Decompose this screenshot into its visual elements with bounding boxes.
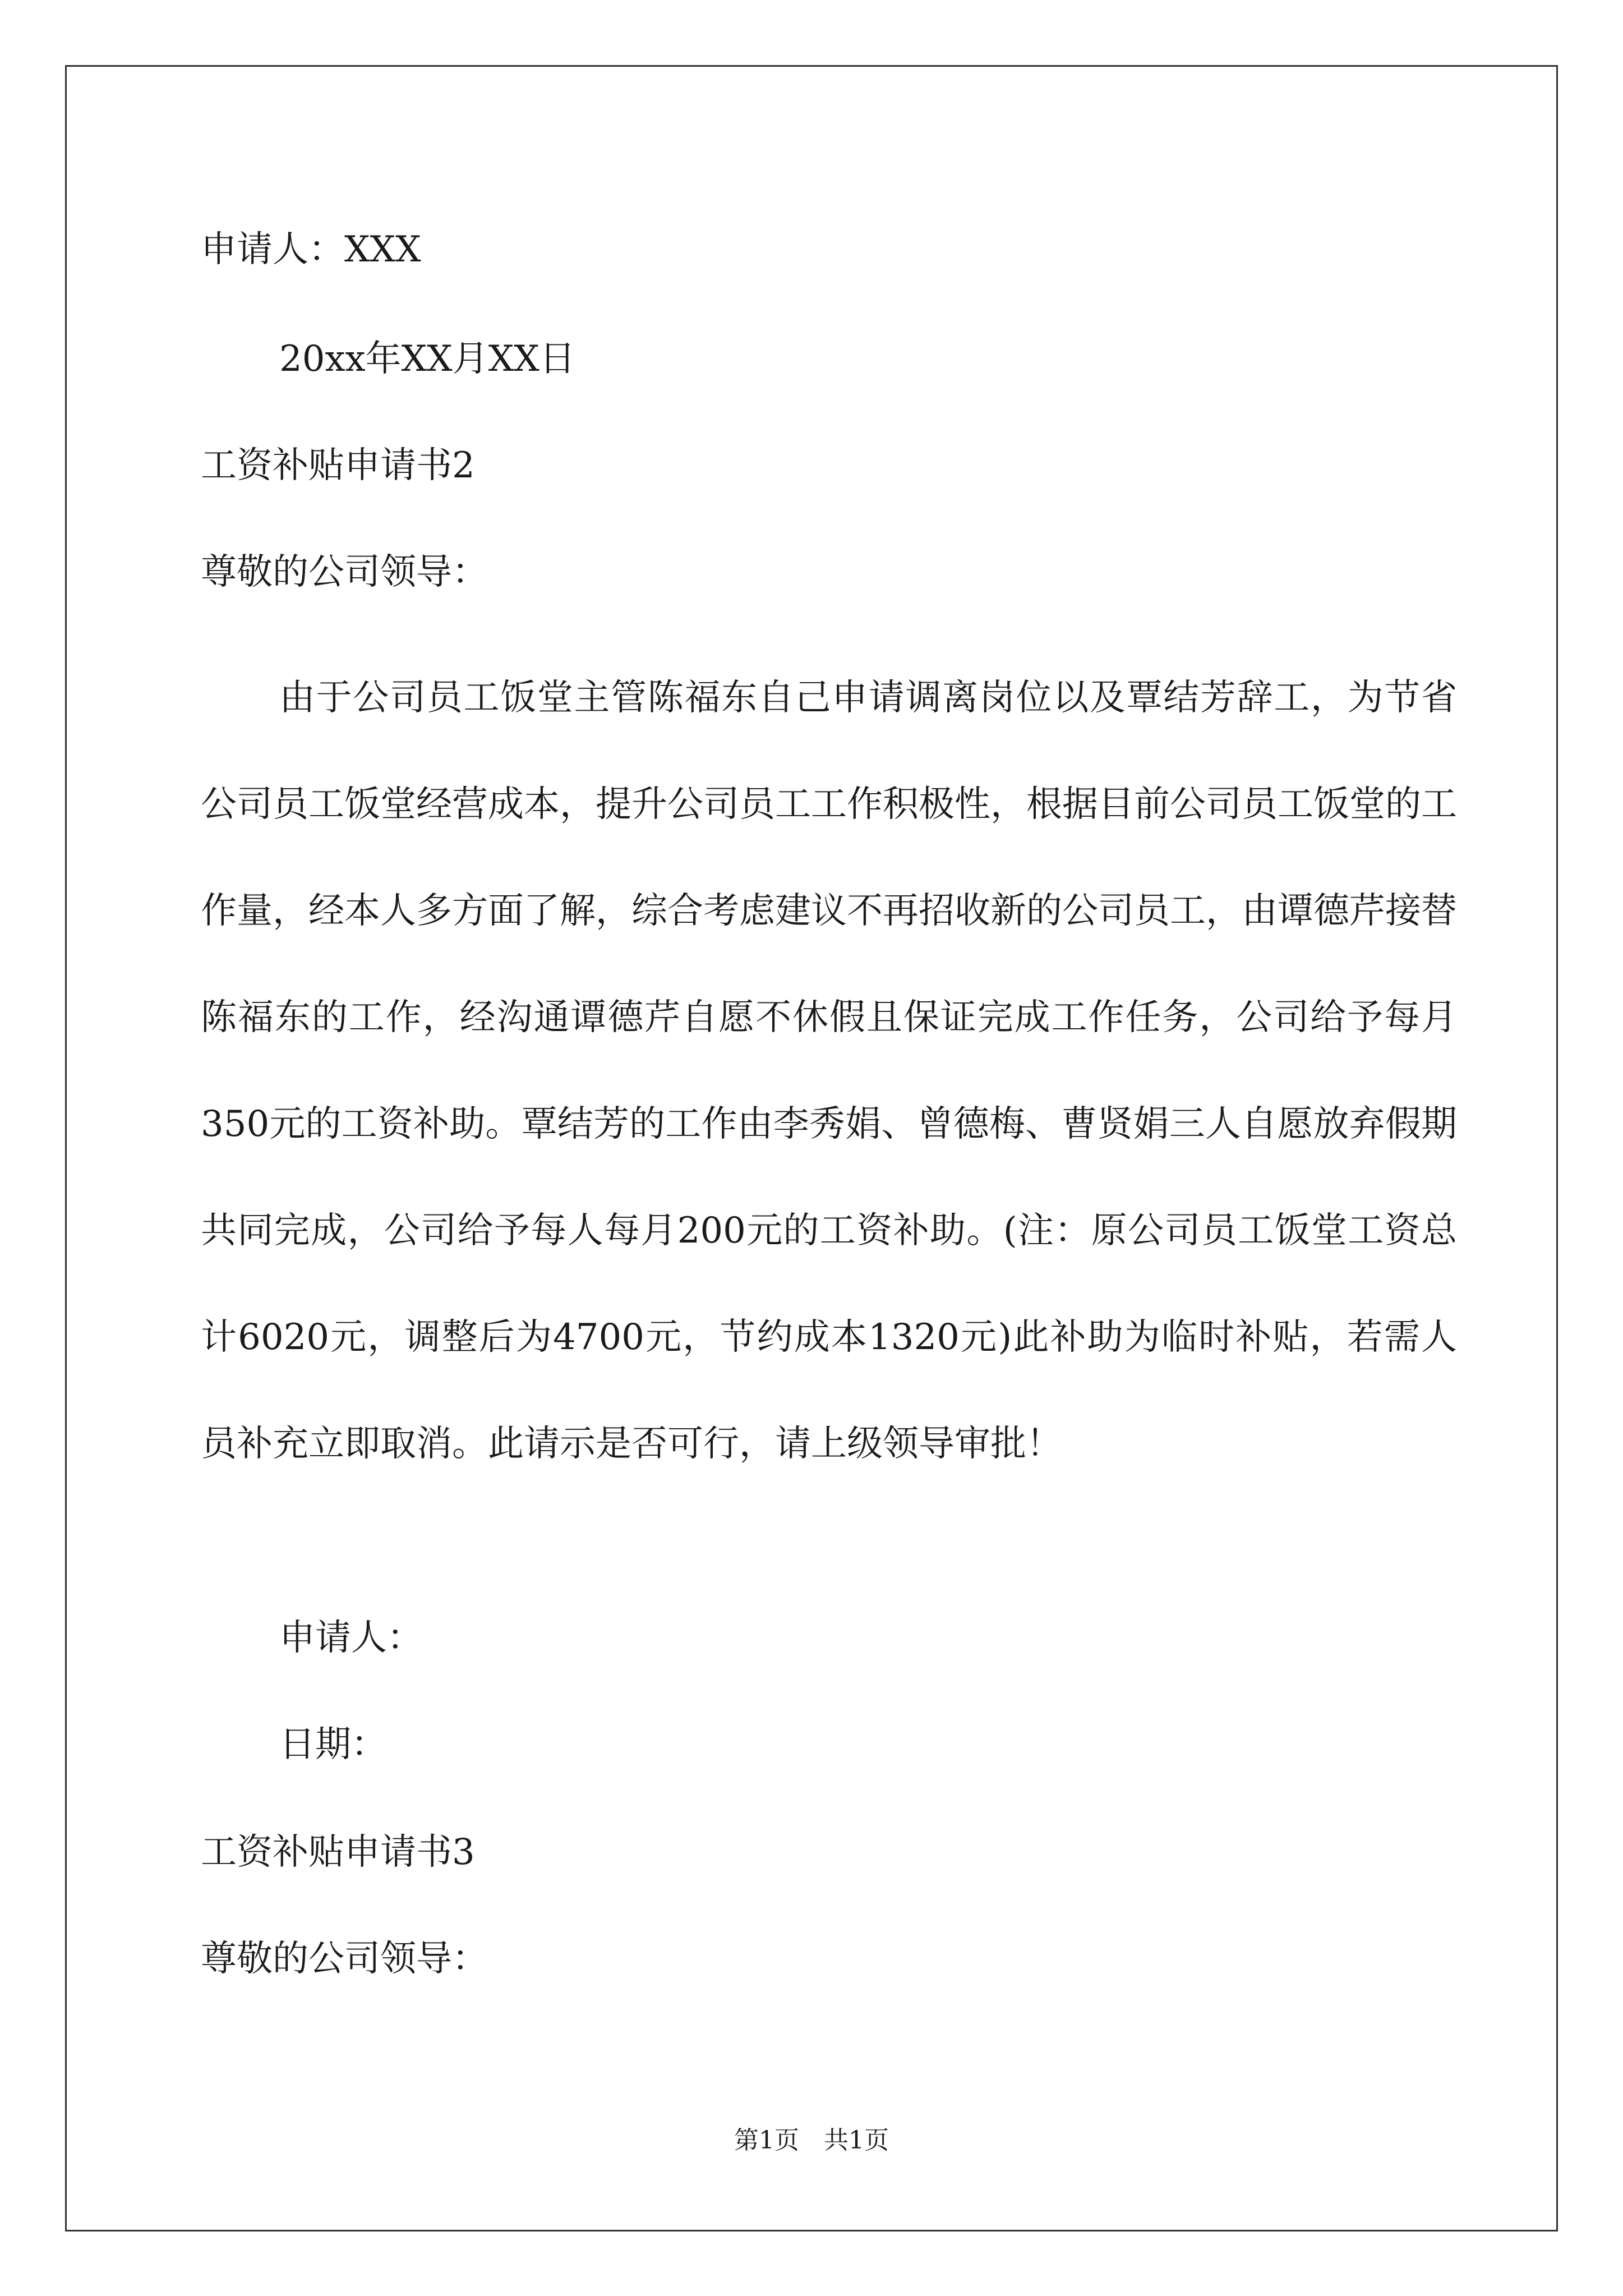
section-2-title: 工资补贴申请书2 bbox=[201, 445, 475, 486]
section-2-applicant: 申请人： bbox=[279, 1617, 423, 1659]
section-3-salutation: 尊敬的公司领导： bbox=[201, 1938, 488, 1980]
section-2-date: 日期： bbox=[279, 1724, 387, 1765]
applicant-line: 申请人：XXX bbox=[201, 229, 421, 270]
section-2-salutation: 尊敬的公司领导： bbox=[201, 551, 488, 593]
section-2-body-paragraph: 由于公司员工饭堂主管陈福东自己申请调离岗位以及覃结芳辞工，为节省公司员工饭堂经营成本，提升公司员工工作积极性，根据目前公司员工饭堂的工作量，经本人多方面了解，综合考虑建议不再招收新的公司员工，由谭德芹接替陈福东的工作，经沟通谭德芹自愿不休假且保证完成工作任务，公司给予每月350元的工资补助。覃结芳的工作由李秀娟、曾德梅、曹贤娟三人自愿放弃假期共同完成，公司给予每人每月200元的工资补助。(注：原公司员工饭堂工资总计6020元，调整后为4700元，节约成本1320元)此补助为临时补贴，若需人员补充立即取消。此请示是否可行，请上级领导审批！ bbox=[201, 677, 1457, 1465]
date-line: 20xx年XX月XX日 bbox=[279, 338, 575, 380]
page-number-footer: 第1页 共1页 bbox=[734, 2126, 889, 2155]
section-3-title: 工资补贴申请书3 bbox=[201, 1832, 475, 1873]
